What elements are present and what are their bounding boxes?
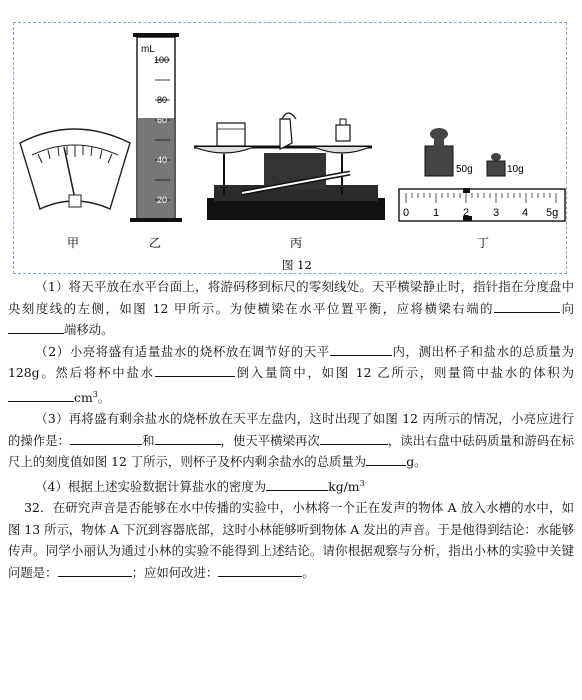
- cylinder-liquid: [138, 118, 174, 218]
- question-31-part-1: （1）将天平放在水平台面上，将游码移到标尺的零刻线处。天平横梁静止时，指针指在分度盘中央刻度线的左侧，如图 12 甲所示。为使横梁在水平位置平衡，应将横梁右端的 向端移动。: [8, 279, 574, 337]
- answer-blank[interactable]: [494, 299, 560, 313]
- balance: [194, 113, 385, 220]
- answer-blank[interactable]: [155, 431, 221, 445]
- question-31-part-2: （2）小亮将盛有适量盐水的烧杯放在调节好的天平 内，测出杯子和盐水的总质量为 128g。然后将杯中盐水 倒入量筒中，如图 12 乙所示，则量筒中盐水的体积为$cm^3$。: [8, 343, 574, 405]
- ruler-tick-2: 2: [463, 207, 470, 219]
- ruler-rider: [463, 188, 470, 193]
- answer-blank[interactable]: [155, 363, 235, 377]
- measuring-cylinder: [130, 33, 182, 222]
- ruler-tick-5g: 5g: [546, 207, 559, 219]
- answer-blank[interactable]: [366, 452, 406, 466]
- answer-blank[interactable]: [330, 342, 392, 356]
- question-text: [8, 276, 574, 583]
- answer-blank[interactable]: [70, 431, 142, 445]
- ruler-tick-1: 1: [433, 207, 440, 219]
- answer-blank[interactable]: [8, 388, 74, 402]
- cyl-tick-60: 60: [157, 115, 168, 125]
- weights-and-ruler: [399, 128, 565, 221]
- figure-12: [13, 22, 567, 274]
- answer-blank[interactable]: [218, 563, 302, 577]
- answer-blank[interactable]: [58, 563, 132, 577]
- cyl-tick-40: 40: [157, 155, 168, 165]
- figure-caption: 图 12: [282, 258, 312, 272]
- cyl-tick-100: 100: [154, 55, 170, 65]
- label-yi: 乙: [149, 236, 162, 250]
- ruler-tick-3: 3: [493, 207, 500, 219]
- label-jia: 甲: [67, 236, 80, 250]
- answer-blank[interactable]: [8, 320, 64, 334]
- cyl-tick-80: 80: [157, 95, 168, 105]
- ruler-tick-0: 0: [403, 207, 410, 219]
- weight-50g: [425, 146, 453, 176]
- weight-10g: [487, 161, 505, 176]
- question-32: 32．在研究声音是否能够在水中传播的实验中，小林将一个正在发声的物体 A 放入水槽的水中，如图 13 所示，物体 A 下沉到容器底部，这时小林能够听到物体 A 发出的声音。于是他得到结论：水能够传声。同学小丽认为通过小林的实验不能得到上述结论。请你根据观察与分析，指出小林的实验中关键问题是： ；应如何改进： 。: [8, 500, 574, 580]
- weight-10g-label: 10g: [507, 164, 524, 175]
- ruler-tick-4: 4: [522, 207, 529, 219]
- label-ding: 丁: [477, 236, 490, 250]
- weight-50g-label: 50g: [456, 164, 473, 175]
- beaker: [217, 123, 245, 146]
- question-31-part-4: （4）根据上述实验数据计算盐水的密度为 $kg/m^3$: [35, 478, 365, 494]
- figure-12-drawing: [14, 23, 568, 275]
- answer-blank[interactable]: [320, 431, 388, 445]
- answer-blank[interactable]: [266, 477, 328, 491]
- dial-scale: [20, 129, 130, 209]
- question-31-part-3: （3）再将盛有剩余盐水的烧杯放在天平左盘内，这时出现了如图 12 丙所示的情况，小亮应进行的操作是： 和 ，使天平横梁再次 ，读出右盘中砝码质量和游码在标尺上的刻度值如图 12 丁所示，则杯子及杯内剩余盐水的总质量为 g。: [8, 411, 575, 470]
- cylinder-unit: mL: [141, 44, 155, 55]
- cyl-tick-20: 20: [157, 195, 168, 205]
- label-bing: 丙: [290, 236, 303, 250]
